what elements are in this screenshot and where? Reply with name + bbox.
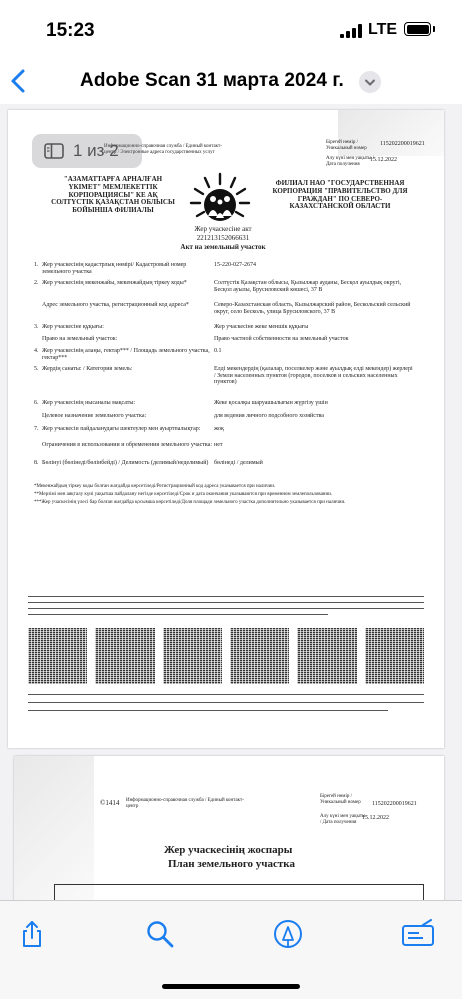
act-title-russian: Акт на земельный участок [180,243,266,251]
page-indicator-label: 1 из 2 [73,141,119,160]
row-num: 8. [34,460,39,466]
unique-number-value: 115202200019621 [372,801,417,807]
search-icon[interactable] [145,919,175,949]
row-label: Адрес земельного участка, регистрационный код адреса* [42,302,189,308]
header-small-left: Информационно-справочная служба / Единый контакт-центр / Электронные адреса государственных услуг [104,144,222,155]
scan-shadow [14,756,94,900]
document-title[interactable]: Adobe Scan 31 марта 2024 г. [80,70,344,91]
pages-sidebar-icon [44,143,64,159]
qr-code-strip [28,628,424,684]
unique-number-label: Бірегей нөмір / Уникальный номер [326,140,367,151]
date-label: Алу күні мен уақыты / Дата получения [326,156,375,167]
page-indicator[interactable] [32,134,142,168]
row-value: нет [214,442,223,448]
divider [28,710,388,711]
act-title-kazakh: Жер учаскесіне акт [194,225,252,233]
footnote: *Мекенжайдың тіркеу коды болған жағдайда көрсетіледі/Регистрационный код адреса указывается при наличии. [34,484,276,489]
row-label: Жер учаскесіне құқығы: [42,324,104,330]
row-label: Право на земельный участок: [42,336,118,342]
row-label: Жер учаскесінің кадастрлық нөмірі/ Кадастровый номер земельного участка [42,262,187,275]
org-name-russian: ФИЛИАЛ НАО "ГОСУДАРСТВЕННАЯ КОРПОРАЦИЯ "ПРАВИТЕЛЬСТВО ДЛЯ ГРАЖДАН" ПО СЕВЕРО-КАЗАХСТАНСКОЙ ОБЛАСТИ [272,179,408,211]
row-label: Жер учаскесінің алаңы, гектар*** / Площадь земельного участка, гектар*** [42,348,210,361]
org-name-kazakh: "АЗАМАТТАРҒА АРНАЛҒАН ҮКІМЕТ" МЕМЛЕКЕТТІК КОРПОРАЦИЯСЫ" КЕ АҚ СОЛТҮСТІК ҚАЗАҚСТАН ОБЛЫСЫ БОЙЫНША ФИЛИАЛЫ [51,175,175,215]
qr-code [28,628,87,684]
back-chevron-icon[interactable] [6,66,34,96]
row-label: Бөлінуі (бөлінеді/бөлінбейді) / Делимость (делимый/неделимый) [42,460,209,466]
navigation-bar [0,60,462,104]
plan-title-russian: План земельного участка [168,858,295,870]
status-time: 15:23 [46,20,95,41]
plan-frame [54,884,424,900]
row-value: Елді мекендердің (қалалар, поселкелер және ауылдық елді мекендер) жерлері / Земли населенных пунктов (городов, поселков и сельских населенных пунктов) [214,366,413,386]
home-indicator[interactable] [162,984,300,989]
date-label: Алу күні мен уақыты / Дата получения [320,814,366,825]
document-page-1 [8,110,444,748]
date-value: 15.12.2022 [370,157,397,163]
markup-icon[interactable] [273,919,303,949]
row-num: 5. [34,366,39,372]
row-value: бөлінеді / делимый [214,460,263,466]
divider [28,602,424,603]
row-value: Солтүстік Қазақстан облысы, Қызылжар ауданы, Бесқол ауылдық округі, Бесқол ауылы, Брусиловский көшесі, 37 В [214,280,402,293]
footnote: **Мерзімі мен аяқталу күні уақытша пайдалану негізде көрсетіледі/Срок и дата окончания указываются при временном землепользовании. [34,492,333,497]
divider [28,596,424,597]
row-value: Северо-Казахстанская область, Кызылжарский район, Бескольский сельский округ, село Бесколь, улица Брусиловского, 37 В [214,302,411,315]
row-num: 7. [34,426,39,432]
qr-code [230,628,289,684]
row-value: Жеке қосалқы шаруашылығын жүргізу үшін [214,400,328,406]
unique-number-label: Бірегей нөмір / Уникальный номер [320,794,361,805]
stamp-code: ©1414 [100,799,120,807]
row-label: Жер учаскесінің нысаналы мақсаты: [42,400,136,406]
header-small-left: Информационно-справочная служба / Единый контакт-центр [126,798,244,809]
qr-code [297,628,356,684]
document-page-2 [14,756,444,900]
unique-number-value: 115202200019621 [380,141,425,147]
row-label: Жер учаскесін пайдаланудағы шектеулер мен ауыртпалықтар: [42,426,201,432]
row-label: Жер учаскесінің мекенжайы, мекенжайдың тіркеу коды* [42,280,187,286]
mail-icon[interactable] [401,919,435,949]
row-num: 2. [34,280,39,286]
row-num: 1. [34,262,39,268]
qr-code [95,628,154,684]
row-value: Право частной собственности на земельный участок [214,336,349,342]
divider [28,608,424,609]
act-number: 221213152066631 [196,234,250,242]
row-num: 4. [34,348,39,354]
qr-code [365,628,424,684]
row-label: Ограничения в использовании и обременения земельного участка: [42,442,213,448]
cellular-signal-icon [340,24,362,38]
plan-title-kazakh: Жер учаскесінің жоспары [164,844,293,856]
divider [28,702,424,703]
divider [28,614,328,615]
battery-tip [433,26,435,32]
qr-code [163,628,222,684]
status-bar [0,0,462,60]
row-label: Целевое назначение земельного участка: [42,413,147,419]
row-label: Жердің санаты: / Категория земель: [42,366,133,372]
battery-icon [404,22,431,36]
title-menu-chevron-icon[interactable] [359,71,381,93]
share-icon[interactable] [17,919,47,949]
date-value: 15.12.2022 [362,815,389,821]
row-num: 3. [34,324,39,330]
divider [28,694,424,695]
row-value: жоқ [214,426,224,432]
row-value: Жер учаскесіне жеке меншік құқығы [214,324,309,330]
row-num: 6. [34,400,39,406]
row-value: 15-220-027-2674 [214,262,256,268]
row-value: 0.1 [214,348,222,354]
footnote: ***Жер учаскесінің үлесі бар болған жағдайда қосымша көрсетіледі/Доля площади земельного участка дополнительно указывается при наличии. [34,500,346,505]
network-type: LTE [368,21,398,38]
document-viewer[interactable] [0,104,462,900]
row-value: для ведения личного подсобного хозяйства [214,413,324,419]
